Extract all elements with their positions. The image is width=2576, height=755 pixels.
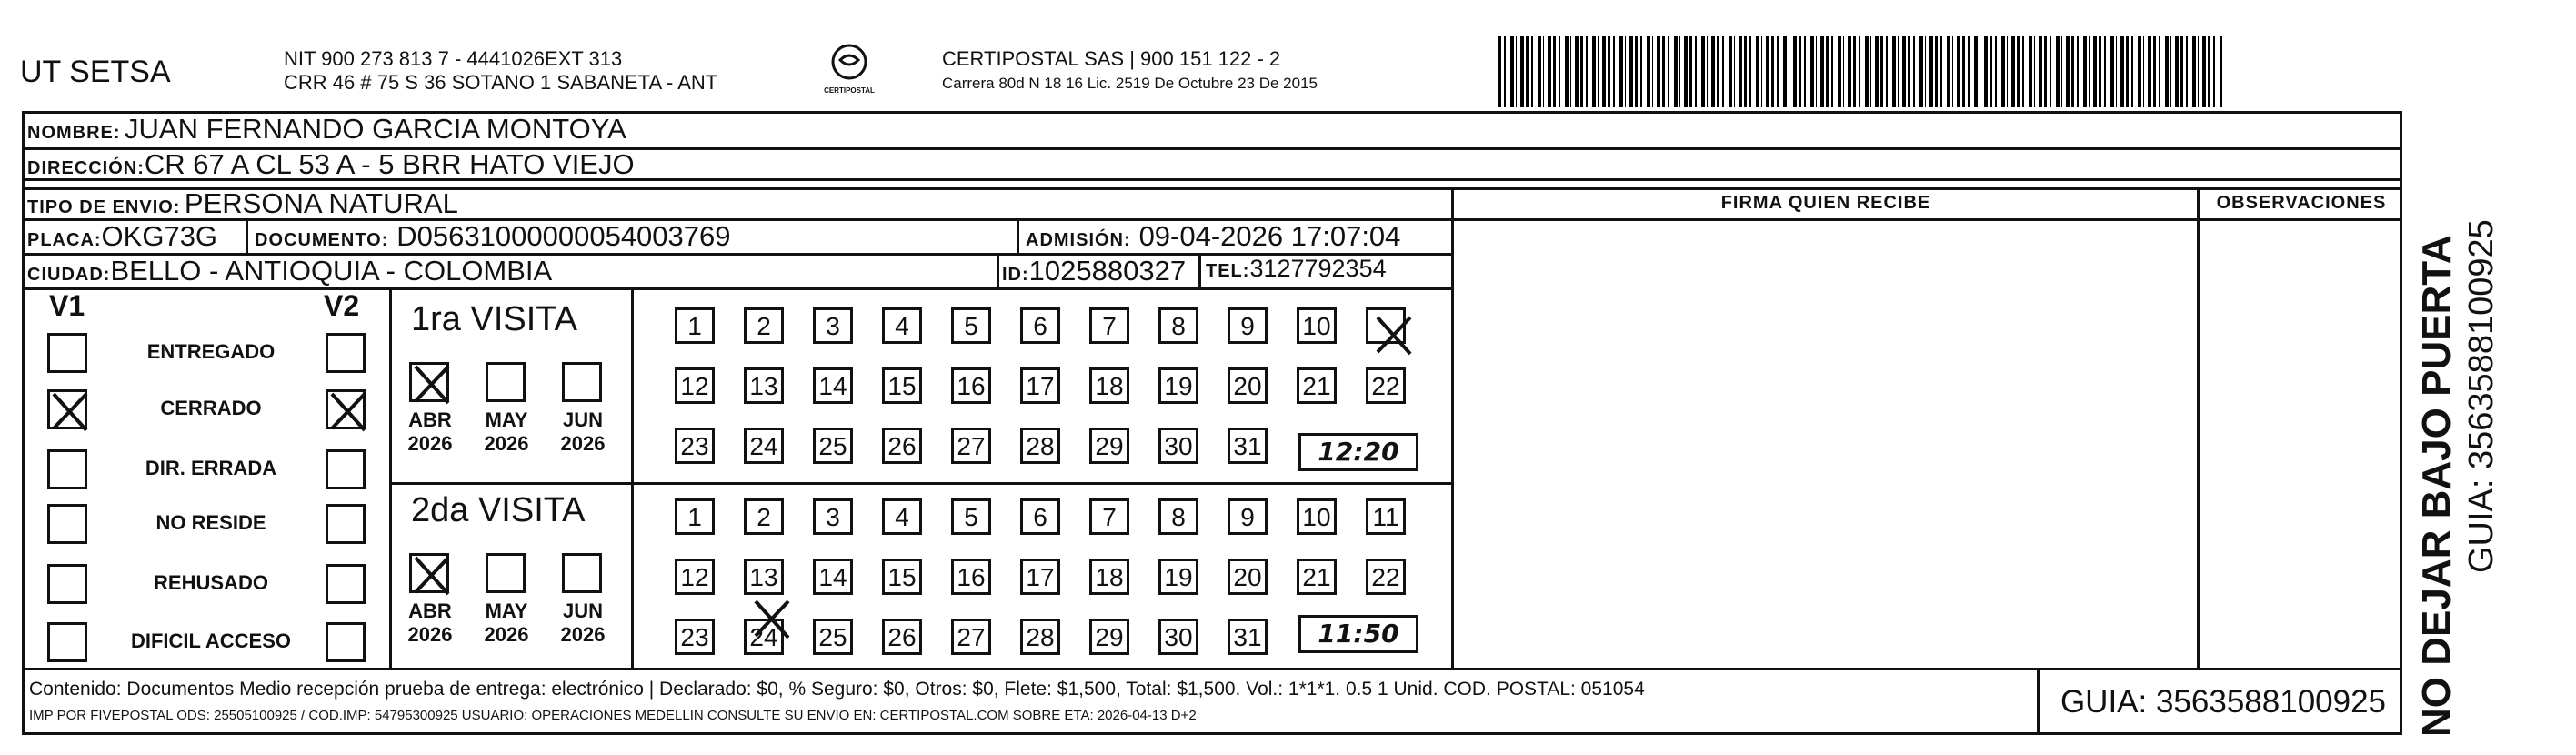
observaciones-label: OBSERVACIONES [2216, 193, 2387, 213]
day-box[interactable]: 8 [1158, 498, 1198, 535]
day-box[interactable]: 5 [951, 498, 991, 535]
status-label: DIR. ERRADA [145, 457, 277, 479]
day-box[interactable]: 10 [1297, 498, 1337, 535]
v2-checkbox[interactable] [326, 389, 366, 429]
logo-text: CERTIPOSTAL [824, 86, 875, 95]
year-label: 2026 [407, 432, 453, 455]
tipo-label: TIPO DE ENVIO: [27, 197, 181, 217]
v1-label: V1 [49, 289, 85, 322]
v2-checkbox[interactable] [326, 564, 366, 604]
status-label: ENTREGADO [146, 340, 276, 363]
day-box[interactable]: 17 [1020, 559, 1060, 595]
day-box[interactable]: 30 [1158, 619, 1198, 655]
day-box[interactable]: 10 [1297, 307, 1337, 344]
day-box[interactable]: 12 [675, 367, 715, 404]
day-box[interactable]: 9 [1228, 307, 1268, 344]
license-line: Carrera 80d N 18 16 Lic. 2519 De Octubre 23 De 2015 [942, 75, 1318, 92]
tipo-value: PERSONA NATURAL [184, 187, 458, 219]
placa-value: OKG73G [101, 220, 218, 252]
day-box[interactable]: 4 [882, 498, 922, 535]
direccion-value: CR 67 A CL 53 A - 5 BRR HATO VIEJO [144, 148, 635, 180]
day-box[interactable]: 4 [882, 307, 922, 344]
direccion-label: DIRECCIÓN: [27, 158, 145, 178]
nombre-value: JUAN FERNANDO GARCIA MONTOYA [125, 113, 626, 145]
month-label: MAY [485, 599, 528, 622]
certipostal-logo [817, 42, 882, 106]
day-box[interactable]: 22 [1366, 367, 1406, 404]
documento-value: D05631000000054003769 [396, 220, 731, 252]
month-label: ABR [408, 599, 452, 622]
day-box[interactable]: 18 [1089, 367, 1129, 404]
company-name: UT SETSA [20, 55, 171, 89]
documento-label: DOCUMENTO: [255, 230, 389, 250]
day-box[interactable]: 31 [1228, 428, 1268, 464]
v1-checkbox[interactable] [47, 622, 87, 662]
admision-value: 09-04-2026 17:07:04 [1138, 220, 1401, 252]
day-box[interactable]: 2 [744, 307, 784, 344]
contenido-text: Contenido: Documentos Medio recepción prueba de entrega: electrónico | Declarado: $0, % Seguro: $0, Otros: $0, Flete: $1,500, Total: $1,500. Vol.: 1*1*1. 0.5 1 Unid. COD. POSTAL: 051054 [29, 679, 1645, 700]
v1-checkbox[interactable] [47, 389, 87, 429]
v2-checkbox[interactable] [326, 333, 366, 373]
day-box[interactable]: 15 [882, 367, 922, 404]
year-label: 2026 [484, 432, 529, 455]
day-box[interactable]: 31 [1228, 619, 1268, 655]
year-label: 2026 [560, 432, 606, 455]
day-box[interactable]: 23 [675, 619, 715, 655]
day-box[interactable]: 30 [1158, 428, 1198, 464]
day-box[interactable] [1366, 307, 1406, 344]
nombre-label: NOMBRE: [27, 123, 121, 143]
day-box[interactable]: 19 [1158, 367, 1198, 404]
first-visit-title: 1ra VISITA [411, 300, 578, 338]
day-box[interactable]: 3 [813, 498, 853, 535]
id-value: 1025880327 [1028, 255, 1187, 287]
day-box[interactable]: 12 [675, 559, 715, 595]
v2-checkbox[interactable] [326, 504, 366, 544]
admision-label: ADMISIÓN: [1026, 230, 1131, 250]
footer-guia: GUIA: 3563588100925 [2060, 684, 2387, 720]
firma-label: FIRMA QUIEN RECIBE [1720, 193, 1931, 213]
day-box[interactable]: 18 [1089, 559, 1129, 595]
no-dejar-text: NO DEJAR BAJO PUERTA [2414, 235, 2459, 737]
v1-checkbox[interactable] [47, 564, 87, 604]
imp-text: IMP POR FIVEPOSTAL ODS: 25505100925 / COD.IMP: 54795300925 USUARIO: OPERACIONES MEDELLIN CONSULTE SU ENVIO EN: CERTIPOSTAL.COM SOBRE ETA: 2026-04-13 D+2 [29, 708, 1197, 723]
month-checkbox[interactable] [409, 553, 449, 593]
day-box[interactable]: 21 [1297, 367, 1337, 404]
v1-checkbox[interactable] [47, 333, 87, 373]
tel-label: TEL: [1206, 261, 1250, 281]
day-box[interactable]: 29 [1089, 619, 1129, 655]
certipostal-line: CERTIPOSTAL SAS | 900 151 122 - 2 [942, 47, 1281, 70]
side-guia: GUIA: 3563588100925 [2462, 219, 2501, 573]
day-box[interactable]: 15 [882, 559, 922, 595]
nit-line: NIT 900 273 813 7 - 4441026EXT 313 [284, 47, 623, 70]
day-box[interactable]: 9 [1228, 498, 1268, 535]
month-label: JUN [562, 599, 603, 622]
day-box[interactable]: 6 [1020, 498, 1060, 535]
day-box[interactable]: 29 [1089, 428, 1129, 464]
day-box[interactable]: 28 [1020, 619, 1060, 655]
v2-checkbox[interactable] [326, 449, 366, 489]
ciudad-value: BELLO - ANTIOQUIA - COLOMBIA [110, 255, 553, 287]
day-box[interactable]: 1 [675, 307, 715, 344]
v1-checkbox[interactable] [47, 449, 87, 489]
status-label: CERRADO [160, 397, 262, 419]
day-box[interactable]: 7 [1089, 307, 1129, 344]
year-label: 2026 [407, 623, 453, 646]
day-box[interactable]: 13 [744, 367, 784, 404]
day-box[interactable]: 14 [813, 367, 853, 404]
day-box[interactable]: 14 [813, 559, 853, 595]
day-box[interactable]: 16 [951, 559, 991, 595]
day-box[interactable]: 5 [951, 307, 991, 344]
year-label: 2026 [560, 623, 606, 646]
month-checkbox[interactable] [562, 553, 602, 593]
day-box[interactable]: 21 [1297, 559, 1337, 595]
day-box[interactable]: 26 [882, 428, 922, 464]
day-box[interactable]: 27 [951, 428, 991, 464]
day-box[interactable]: 26 [882, 619, 922, 655]
barcode [1498, 36, 2222, 107]
day-box[interactable]: 11 [1366, 498, 1406, 535]
id-label: ID: [1002, 265, 1029, 285]
day-box[interactable]: 28 [1020, 428, 1060, 464]
day-box[interactable]: 23 [675, 428, 715, 464]
day-box[interactable]: 27 [951, 619, 991, 655]
month-label: ABR [408, 408, 452, 431]
day-box[interactable]: 25 [813, 619, 853, 655]
day-box[interactable]: 1 [675, 498, 715, 535]
day-box[interactable]: 24 [744, 428, 784, 464]
day-box[interactable]: 20 [1228, 367, 1268, 404]
day-box[interactable]: 19 [1158, 559, 1198, 595]
day-box[interactable]: 25 [813, 428, 853, 464]
day-box[interactable]: 13 [744, 559, 784, 595]
day-box[interactable]: 8 [1158, 307, 1198, 344]
tel-value: 3127792354 [1249, 255, 1387, 282]
day-box[interactable]: 22 [1366, 559, 1406, 595]
address-line: CRR 46 # 75 S 36 SOTANO 1 SABANETA - ANT [284, 71, 718, 94]
first-visit-hour: 12:20 [1298, 433, 1418, 471]
status-label: NO RESIDE [155, 511, 266, 534]
status-label: DIFICIL ACCESO [130, 629, 291, 652]
placa-label: PLACA: [27, 230, 102, 250]
day-box[interactable]: 20 [1228, 559, 1268, 595]
day-box[interactable]: 6 [1020, 307, 1060, 344]
month-checkbox[interactable] [486, 553, 526, 593]
second-visit-title: 2da VISITA [411, 491, 586, 529]
v2-checkbox[interactable] [326, 622, 366, 662]
v2-label: V2 [324, 289, 360, 322]
month-checkbox[interactable] [486, 362, 526, 402]
month-label: JUN [562, 408, 603, 431]
year-label: 2026 [484, 623, 529, 646]
day-box[interactable]: 2 [744, 498, 784, 535]
ciudad-label: CIUDAD: [27, 265, 111, 285]
status-label: REHUSADO [154, 571, 268, 594]
v1-checkbox[interactable] [47, 504, 87, 544]
day-box[interactable]: 3 [813, 307, 853, 344]
day-box[interactable]: 16 [951, 367, 991, 404]
day-box[interactable]: 24 [744, 619, 784, 655]
day-box[interactable]: 7 [1089, 498, 1129, 535]
month-label: MAY [485, 408, 528, 431]
day-box[interactable]: 17 [1020, 367, 1060, 404]
second-visit-hour: 11:50 [1298, 615, 1418, 653]
month-checkbox[interactable] [562, 362, 602, 402]
month-checkbox[interactable] [409, 362, 449, 402]
